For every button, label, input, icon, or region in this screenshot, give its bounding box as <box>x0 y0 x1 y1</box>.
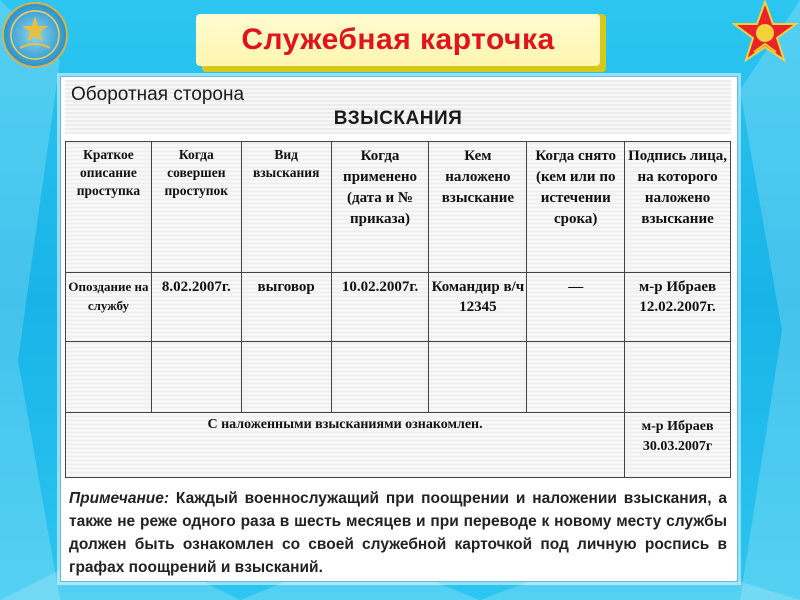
note-text: Каждый военнослужащий при поощрении и наложении взыскания, а также не реже одного раза в шесть месяцев и при переводе к новому месту службы должен быть ознакомлен со своей служебной карточкой под личную роспись в графах поощрений и взысканий. <box>69 490 727 576</box>
side-label: Оборотная сторона <box>71 84 245 105</box>
acknowledgement-text: С наложенными взысканиями ознакомлен. <box>66 413 625 478</box>
table-cell <box>331 342 429 413</box>
table-cell <box>527 342 625 413</box>
star-emblem-icon <box>732 0 798 70</box>
table-cell <box>625 342 731 413</box>
table-cell <box>429 342 527 413</box>
column-header: Краткое описание проступка <box>66 142 152 273</box>
note-label: Примечание: <box>69 490 170 507</box>
table-row <box>66 273 731 342</box>
service-card <box>60 76 738 582</box>
background-shard <box>740 0 800 600</box>
penalties-table <box>65 141 731 478</box>
column-header: Кем наложено взыскание <box>429 142 527 273</box>
table-row-empty <box>66 342 731 413</box>
table-cell: 10.02.2007г. <box>331 273 429 342</box>
table-cell: выговор <box>241 273 331 342</box>
column-header: Когда совершен проступок <box>151 142 241 273</box>
card-header <box>65 80 731 134</box>
table-cell <box>241 342 331 413</box>
column-header: Когда снято (кем или по истечении срока) <box>527 142 625 273</box>
table-cell: Опоздание на службу <box>66 273 152 342</box>
note <box>69 487 727 579</box>
table-cell <box>66 342 152 413</box>
title-banner <box>196 14 600 66</box>
table-cell: 8.02.2007г. <box>151 273 241 342</box>
table-cell <box>151 342 241 413</box>
page-title: Служебная карточка <box>241 23 555 56</box>
table-header-row <box>66 142 731 273</box>
table-cell: м-р Ибраев 12.02.2007г. <box>625 273 731 342</box>
section-heading: ВЗЫСКАНИЯ <box>333 108 463 129</box>
table-cell: — <box>527 273 625 342</box>
emblem-icon <box>2 2 68 68</box>
column-header: Вид взыскания <box>241 142 331 273</box>
table-cell: Командир в/ч 12345 <box>429 273 527 342</box>
column-header: Подпись лица, на которого наложено взыскание <box>625 142 731 273</box>
acknowledgement-row <box>66 413 731 478</box>
acknowledgement-signature: м-р Ибраев 30.03.2007г <box>625 413 731 478</box>
background-shard <box>0 0 60 600</box>
column-header: Когда применено (дата и № приказа) <box>331 142 429 273</box>
